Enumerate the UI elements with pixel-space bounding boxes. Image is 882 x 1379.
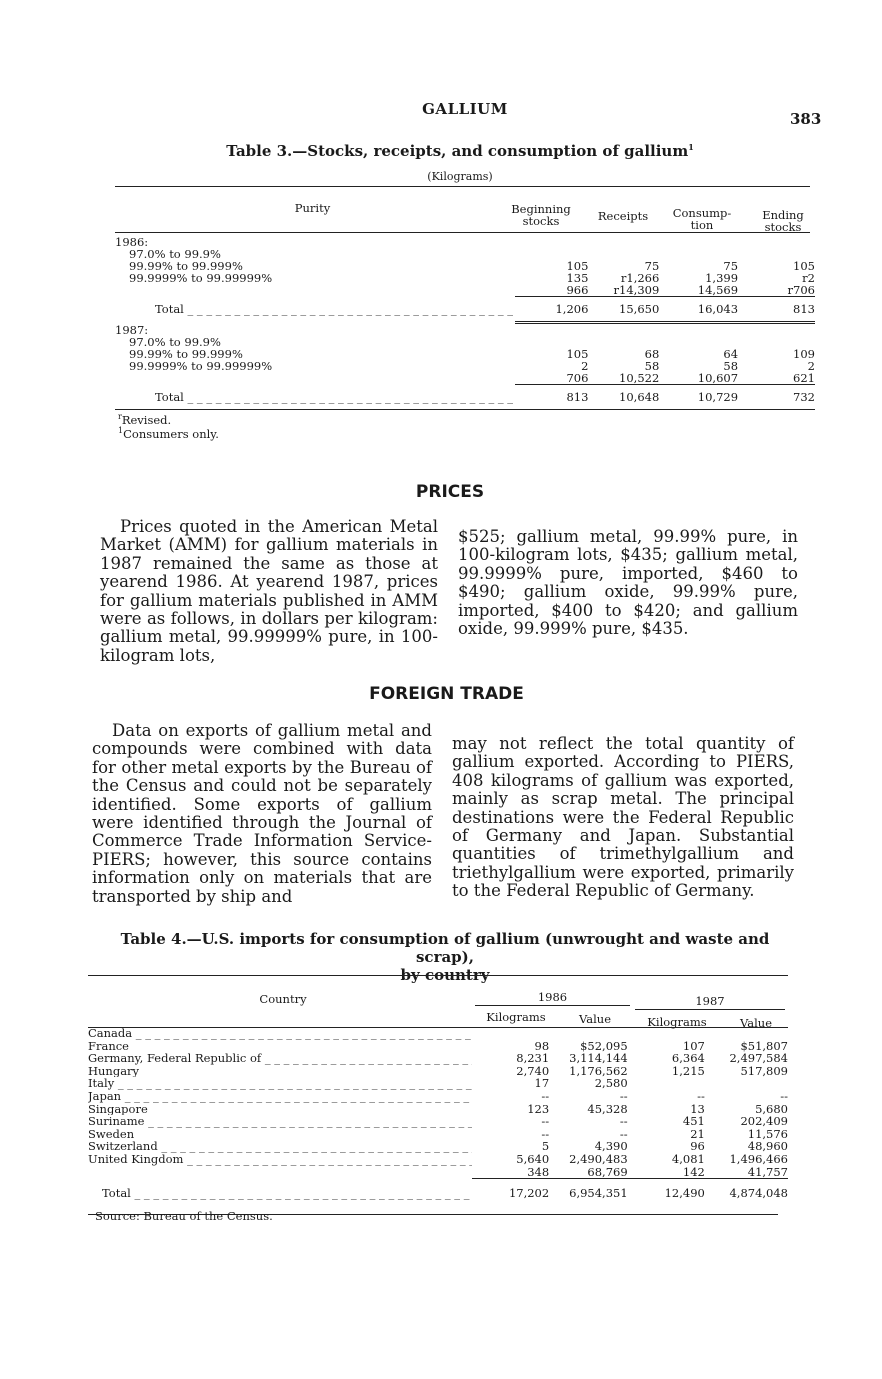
table4-row xyxy=(88,1166,788,1179)
table4-source: Source: Bureau of the Census. xyxy=(95,1209,273,1223)
table3-body xyxy=(115,236,815,410)
country-label: Singapore _ _ _ xyxy=(88,1103,472,1116)
purity-label: 97.0% to 99.9% _ _ _ xyxy=(115,248,515,260)
table3-row xyxy=(115,336,815,348)
total-cell-receipts: 15,650 xyxy=(588,297,659,323)
table3-head-rule xyxy=(115,232,810,233)
value-cell-val87: 41,757 xyxy=(747,1164,788,1179)
trade-paragraph-right: may not reflect the total quantity of gallium exported. According to PIERS, 408 kilograms of gallium was exported, mainly as scrap metal. The principal destinations were the Federal Republic of Germany and Japan. Substantial quantities of trimethylgallium and triethylgallium were exported, primarily to the Federal Republic of Germany. xyxy=(452,734,794,901)
purity-label xyxy=(115,372,515,385)
purity-label: 99.9999% to 99.99999% _ _ _ xyxy=(115,272,515,284)
value-cell-ending: r2 xyxy=(802,271,815,285)
table4-row xyxy=(88,1153,788,1166)
prices-left-column xyxy=(100,518,438,665)
running-head: GALLIUM xyxy=(422,100,508,118)
purity-label: 99.9999% to 99.99999% _ _ _ xyxy=(115,360,515,372)
value-cell-beginning: 105 xyxy=(566,347,589,361)
value-cell-ending: r706 xyxy=(787,283,815,297)
value-cell-consumption: 64 xyxy=(723,347,739,361)
value-cell-receipts: 10,522 xyxy=(619,371,660,385)
value-cell-kg87: -- xyxy=(697,1088,705,1103)
total-cell-kg87: 12,490 xyxy=(628,1179,705,1200)
table3-head-purity: Purity xyxy=(294,201,331,215)
table4-row xyxy=(88,1065,788,1078)
total-cell-beginning: 1,206 xyxy=(515,297,588,323)
country-label: France _ _ _ xyxy=(88,1040,472,1053)
value-cell-val87: 5,680 xyxy=(755,1101,788,1116)
country-label: Italy _ _ _ xyxy=(88,1077,472,1090)
total-cell-val87: 4,874,048 xyxy=(705,1179,788,1200)
value-cell-val86: -- xyxy=(619,1126,628,1141)
table4-caption-line2: by country xyxy=(400,966,490,984)
footnote-consumers xyxy=(118,427,219,441)
table3-head-beginning: Beginning stocks xyxy=(511,202,571,228)
table3-total-row xyxy=(115,385,815,410)
footnote-text: Revised. xyxy=(121,413,172,427)
value-cell-val87 xyxy=(705,1027,788,1040)
total-cell-ending: 732 xyxy=(738,385,815,410)
value-cell-val86 xyxy=(549,1027,627,1040)
value-cell-kg86: -- xyxy=(541,1126,550,1141)
table4-row xyxy=(88,1077,788,1090)
table3-row xyxy=(115,372,815,385)
table4-head-1986: 1986 xyxy=(537,990,568,1004)
value-cell-receipts: 58 xyxy=(644,359,660,373)
prices-heading: PRICES xyxy=(415,482,485,502)
value-cell-ending: 621 xyxy=(793,371,815,385)
value-cell-val87: 2,497,584 xyxy=(729,1051,788,1066)
table3-footnotes xyxy=(118,413,219,441)
trade-paragraph-left: Data on exports of gallium metal and compounds were combined with data for other metal exports by the Bureau of the Census and could not be separately identified. Some exports of gallium were identified through the Journal of Commerce Trade Information Service-PIERS; however, this source contains information only on materials that are transported by ship and xyxy=(92,721,432,906)
table4-head-country: Country xyxy=(259,992,307,1006)
purity-label: 99.99% to 99.999% _ _ _ xyxy=(115,260,515,272)
total-label: Total _ _ _ xyxy=(115,297,515,323)
value-cell-kg86 xyxy=(472,1027,549,1040)
value-cell-receipts: 68 xyxy=(644,347,660,361)
table4-year-rule-1987 xyxy=(635,1009,785,1010)
table4-row xyxy=(88,1128,788,1141)
value-cell-kg86: -- xyxy=(541,1088,550,1103)
country-label: Switzerland _ _ _ xyxy=(88,1140,472,1153)
table3-top-rule xyxy=(115,186,810,187)
value-cell-val87: 202,409 xyxy=(740,1114,788,1129)
value-cell-kg86: 5,640 xyxy=(516,1151,550,1166)
value-cell-val86: 4,390 xyxy=(594,1139,628,1154)
value-cell-kg86: 5 xyxy=(541,1139,550,1154)
table4-head-kg-1987: Kilograms xyxy=(647,1015,707,1029)
value-cell-ending: 109 xyxy=(793,347,815,361)
value-cell-val86: 68,769 xyxy=(587,1164,628,1179)
page-number: 383 xyxy=(790,110,822,128)
country-label xyxy=(88,1166,472,1179)
value-cell-kg87: 1,215 xyxy=(671,1063,705,1078)
purity-label xyxy=(115,284,515,297)
table3-head-consumption: Consump- tion xyxy=(672,206,732,232)
country-label: Germany, Federal Republic of _ _ _ xyxy=(88,1052,472,1065)
value-cell-val86: -- xyxy=(619,1088,628,1103)
value-cell-kg87: 107 xyxy=(682,1038,705,1053)
value-cell-kg86: 123 xyxy=(527,1101,550,1116)
trade-left-column xyxy=(92,722,432,906)
value-cell-beginning: 135 xyxy=(566,271,589,285)
value-cell-val87: $51,807 xyxy=(740,1038,788,1053)
table4-top-rule xyxy=(88,975,788,976)
footnote-mark: 1 xyxy=(118,426,124,436)
table4-head-1987: 1987 xyxy=(695,994,725,1008)
value-cell-receipts: r14,309 xyxy=(613,283,660,297)
value-cell-val86: 2,490,483 xyxy=(569,1151,628,1166)
total-label: Total _ _ _ xyxy=(115,385,515,410)
table3-year-row xyxy=(115,323,815,337)
value-cell-val86: -- xyxy=(619,1114,628,1129)
value-cell-kg86: 17 xyxy=(534,1076,550,1091)
value-cell-consumption: 14,569 xyxy=(697,283,739,297)
value-cell-kg86: -- xyxy=(541,1114,550,1129)
total-cell-receipts: 10,648 xyxy=(588,385,659,410)
value-cell-ending: 2 xyxy=(807,359,815,373)
value-cell-val86: $52,095 xyxy=(580,1038,628,1053)
table4-total-row xyxy=(88,1179,788,1200)
value-cell-val87: 517,809 xyxy=(740,1063,788,1078)
value-cell-receipts: 75 xyxy=(644,259,660,273)
table4-row xyxy=(88,1115,788,1128)
table3-head-ending: Ending stocks xyxy=(762,208,804,234)
value-cell-kg87: 96 xyxy=(690,1139,705,1154)
value-cell-val86: 2,580 xyxy=(594,1076,628,1091)
table4-caption-line1: Table 4.—U.S. imports for consumption of gallium (unwrought and waste and scrap), xyxy=(120,930,770,966)
purity-label: 99.99% to 99.999% _ _ _ xyxy=(115,348,515,360)
value-cell-receipts: r1,266 xyxy=(620,271,660,285)
value-cell-beginning: 706 xyxy=(566,371,589,385)
year-label: 1987: xyxy=(115,323,149,336)
footnote-mark: r xyxy=(118,412,122,422)
country-label: Hungary _ _ _ xyxy=(88,1065,472,1078)
value-cell-kg87 xyxy=(628,1077,705,1090)
value-cell-val87: -- xyxy=(780,1088,788,1103)
table4-year-rule-1986 xyxy=(475,1005,630,1006)
value-cell-kg86: 348 xyxy=(527,1164,550,1179)
total-cell-consumption: 16,043 xyxy=(659,297,738,323)
country-label: United Kingdom _ _ _ xyxy=(88,1153,472,1166)
foreign-trade-heading: FOREIGN TRADE xyxy=(369,684,524,704)
value-cell-val86: 3,114,144 xyxy=(569,1051,628,1066)
value-cell-kg87: 451 xyxy=(682,1114,705,1129)
purity-label: 97.0% to 99.9% _ _ _ xyxy=(115,336,515,348)
value-cell-consumption: 58 xyxy=(723,359,739,373)
total-cell-val86: 6,954,351 xyxy=(549,1179,627,1200)
table3-caption-text: Table 3.—Stocks, receipts, and consumption of gallium xyxy=(226,142,689,160)
country-label: Sweden _ _ _ xyxy=(88,1128,472,1141)
prices-paragraph-right: $525; gallium metal, 99.99% pure, in 100-kilogram lots, $435; gallium metal, 99.9999% pure, imported, $460 to $490; gallium oxide, 99.99% pure, imported, $400 to $420; and gallium oxide, 99.999% pure, $435. xyxy=(458,527,798,639)
table3-unit: (Kilograms) xyxy=(427,170,493,183)
table4-row xyxy=(88,1090,788,1103)
table3-total-row xyxy=(115,297,815,323)
table3-head-receipts: Receipts xyxy=(597,209,649,223)
value-cell-kg87: 21 xyxy=(690,1126,705,1141)
total-cell-consumption: 10,729 xyxy=(659,385,738,410)
value-cell-kg87: 142 xyxy=(682,1164,705,1179)
value-cell-beginning: 105 xyxy=(566,259,589,273)
table3-row xyxy=(115,348,815,360)
table3-caption-footnote: 1 xyxy=(688,142,694,152)
table4-row xyxy=(88,1052,788,1065)
total-label: Total _ _ _ xyxy=(88,1179,472,1200)
value-cell-val87: 1,496,466 xyxy=(729,1151,788,1166)
country-label: Suriname _ _ _ xyxy=(88,1115,472,1128)
prices-paragraph-left: Prices quoted in the American Metal Market (AMM) for gallium materials in 1987 remained the same as those at yearend 1986. At yearend 1987, prices for gallium materials published in AMM were as follows, in dollars per kilogram: gallium metal, 99.99999% pure, in 100-kilogram lots, xyxy=(100,517,438,665)
table3-row xyxy=(115,284,815,297)
value-cell-kg87: 4,081 xyxy=(671,1151,705,1166)
table3-row xyxy=(115,248,815,260)
value-cell-val86: 1,176,562 xyxy=(569,1063,628,1078)
footnote-text: Consumers only. xyxy=(123,427,219,441)
value-cell-val86: 45,328 xyxy=(587,1101,628,1116)
value-cell-ending: 105 xyxy=(793,259,815,273)
table4-head-value-1987: Value xyxy=(740,1016,772,1030)
value-cell-kg87: 13 xyxy=(690,1101,705,1116)
trade-right-column xyxy=(452,735,794,901)
country-label: Japan _ _ _ xyxy=(88,1090,472,1103)
total-cell-kg86: 17,202 xyxy=(472,1179,549,1200)
value-cell-consumption: 75 xyxy=(723,259,739,273)
value-cell-val87 xyxy=(705,1077,788,1090)
value-cell-beginning: 2 xyxy=(581,359,589,373)
value-cell-kg86: 8,231 xyxy=(516,1051,550,1066)
total-cell-beginning: 813 xyxy=(515,385,588,410)
table4-row xyxy=(88,1027,788,1040)
value-cell-kg87: 6,364 xyxy=(671,1051,705,1066)
value-cell-consumption: 10,607 xyxy=(697,371,739,385)
table3-caption xyxy=(140,142,780,160)
table4-body xyxy=(88,1027,788,1200)
footnote-revised xyxy=(118,413,219,427)
value-cell-consumption: 1,399 xyxy=(705,271,739,285)
total-cell-ending: 813 xyxy=(738,297,815,323)
table3-year-row xyxy=(115,236,815,248)
value-cell-kg86: 98 xyxy=(534,1038,550,1053)
table4-head-kg-1986: Kilograms xyxy=(486,1010,546,1024)
value-cell-beginning: 966 xyxy=(566,283,589,297)
table4-head-value-1986: Value xyxy=(579,1012,611,1026)
prices-right-column xyxy=(458,528,798,638)
value-cell-val87: 48,960 xyxy=(747,1139,788,1154)
country-label: Canada _ _ _ xyxy=(88,1027,472,1040)
value-cell-val87: 11,576 xyxy=(747,1126,788,1141)
value-cell-kg86: 2,740 xyxy=(516,1063,550,1078)
value-cell-kg87 xyxy=(628,1027,705,1040)
year-label: 1986: xyxy=(115,236,149,248)
